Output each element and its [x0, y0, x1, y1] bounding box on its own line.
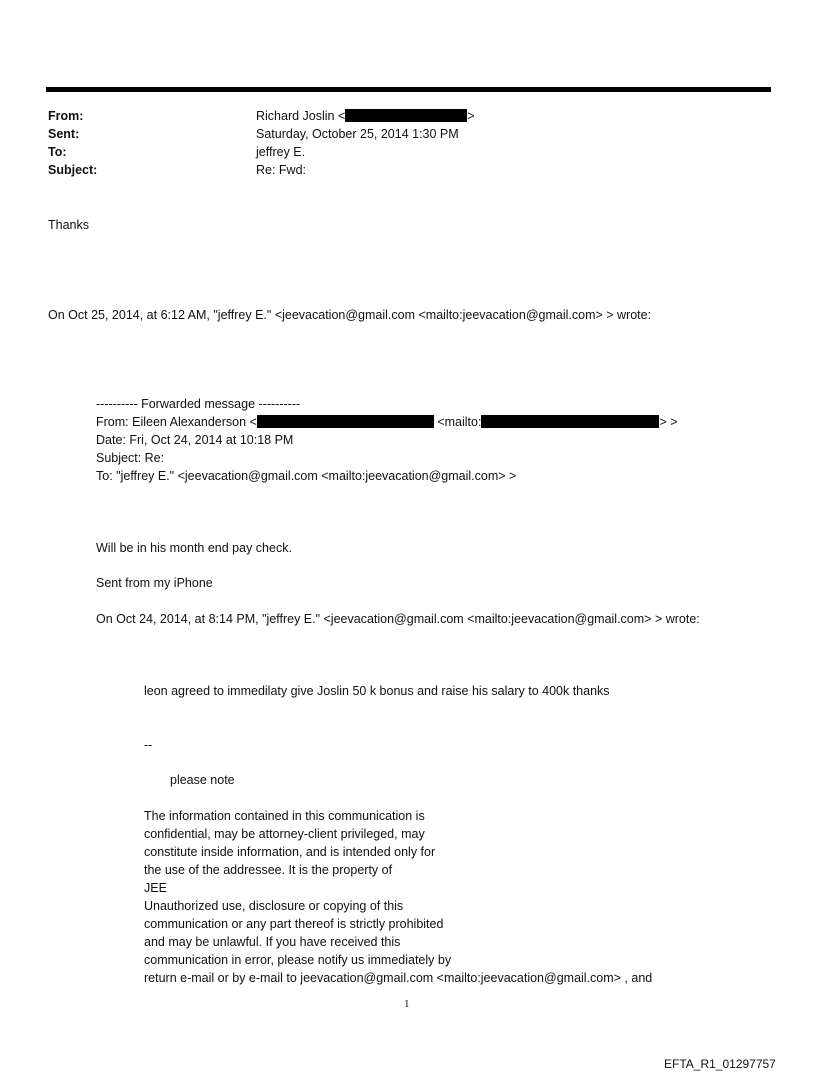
sent-label: Sent:	[48, 127, 80, 141]
page-number: 1	[404, 998, 410, 1010]
forward-mailto-label: <mailto:	[433, 415, 482, 429]
quote-intro: On Oct 25, 2014, at 6:12 AM, "jeffrey E." <jeevacation@gmail.com <mailto:jeevacation@gmail.com> > wrote:	[48, 308, 652, 322]
to-label: To:	[48, 145, 67, 159]
disclaimer-line: return e-mail or by e-mail to jeevacation@gmail.com <mailto:jeevacation@gmail.com> , and	[144, 971, 653, 985]
forward-from	[96, 414, 678, 430]
forward-date: Date: Fri, Oct 24, 2014 at 10:18 PM	[96, 433, 294, 447]
from-name: Richard Joslin <	[256, 109, 346, 123]
redaction-box	[345, 109, 467, 122]
signature-dash: --	[144, 738, 153, 752]
from-label: From:	[48, 109, 84, 123]
disclaimer-line: constitute inside information, and is intended only for	[144, 845, 436, 859]
forward-to: To: "jeffrey E." <jeevacation@gmail.com <mailto:jeevacation@gmail.com> >	[96, 469, 517, 483]
to-value: jeffrey E.	[256, 145, 306, 159]
disclaimer-line: The information contained in this communication is	[144, 809, 425, 823]
forward-subject: Subject: Re:	[96, 451, 165, 465]
forward-signature: Sent from my iPhone	[96, 576, 213, 590]
forward-from-suffix: > >	[659, 415, 678, 429]
from-value	[256, 108, 475, 124]
forward-separator: ---------- Forwarded message ----------	[96, 397, 301, 411]
disclaimer-line: JEE	[144, 881, 167, 895]
forward-from-prefix: From: Eileen Alexanderson <	[96, 415, 257, 429]
reply-text: Thanks	[48, 218, 89, 232]
redaction-box	[257, 415, 434, 428]
forward-message: Will be in his month end pay check.	[96, 541, 292, 555]
from-bracket: >	[467, 109, 475, 123]
forward-quote-intro: On Oct 24, 2014, at 8:14 PM, "jeffrey E." <jeevacation@gmail.com <mailto:jeevacation@gmail.com> > wrote:	[96, 612, 700, 626]
redaction-box	[481, 415, 659, 428]
subject-value: Re: Fwd:	[256, 163, 307, 177]
bates-number: EFTA_R1_01297757	[664, 1057, 776, 1071]
inner-message: leon agreed to immedilaty give Joslin 50 k bonus and raise his salary to 400k thanks	[144, 684, 610, 698]
disclaimer-line: and may be unlawful. If you have received this	[144, 935, 401, 949]
subject-label: Subject:	[48, 163, 98, 177]
disclaimer-line: confidential, may be attorney-client privileged, may	[144, 827, 425, 841]
disclaimer-line: the use of the addressee. It is the property of	[144, 863, 393, 877]
disclaimer-line: communication or any part thereof is strictly prohibited	[144, 917, 444, 931]
header-rule	[46, 87, 771, 92]
please-note: please note	[170, 773, 235, 787]
sent-value: Saturday, October 25, 2014 1:30 PM	[256, 127, 459, 141]
disclaimer-line: communication in error, please notify us immediately by	[144, 953, 452, 967]
disclaimer-line: Unauthorized use, disclosure or copying of this	[144, 899, 404, 913]
